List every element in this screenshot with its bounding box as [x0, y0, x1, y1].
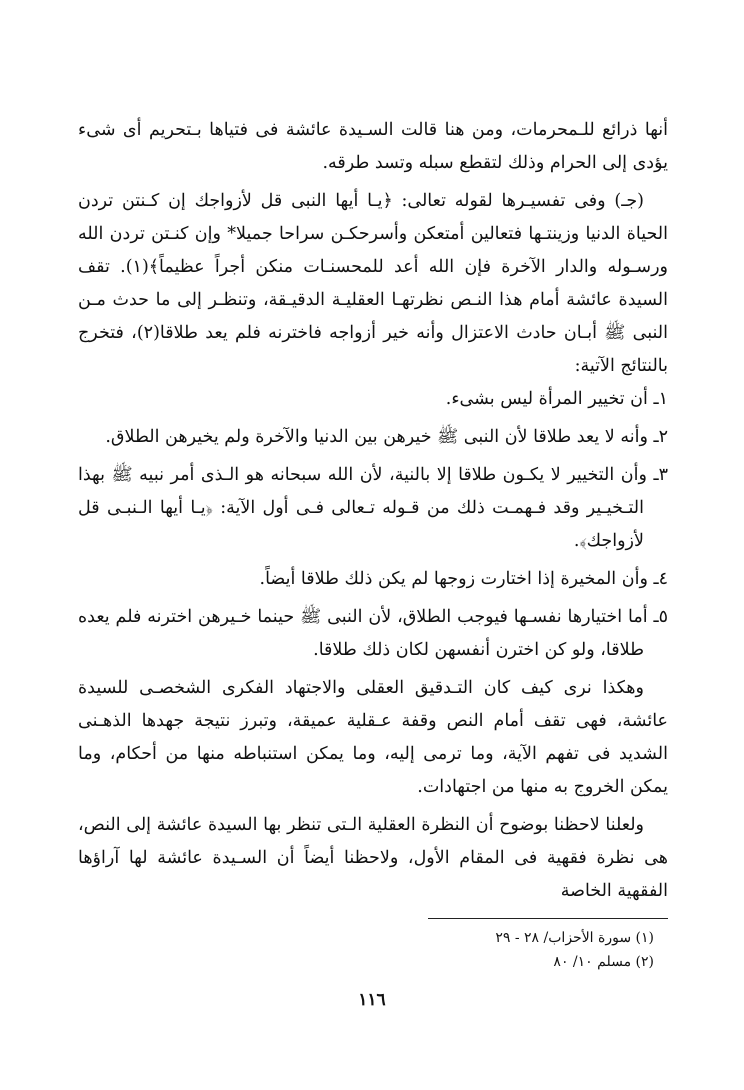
paragraph-1: أنها ذرائع للـمحرمات، ومن هنا قالت السـيدة عائشة فى فتياها بـتحريم أى شىء يؤدى إلى الحرام وذلك لتقطع سبله وتسد طرقه.: [78, 120, 668, 173]
page-number: ١١٦: [358, 990, 386, 1010]
paragraph-4: ولعلنا لاحظنا بوضوح أن النظرة العقلية الـتى تنظر بها السيدة عائشة إلى النص، هى نظرة فقهية فى المقام الأول، ولاحظنا أيضاً أن السـيدة عائشة لها آراؤها الفقهية الخاصة: [78, 815, 668, 901]
list-item-2: ٢ـ وأنه لا يعد طلاقا لأن النبى ﷺ خيرهن بين الدنيا والآخرة ولم يخيرهن الطلاق.: [105, 427, 668, 447]
footnote-divider: [428, 918, 668, 919]
footnotes: [78, 926, 668, 974]
footnote-1: (١) سورة الأحزاب/ ٢٨ - ٢٩: [495, 930, 654, 946]
paragraph-3: وهكذا نرى كيف كان التـدقيق العقلى والاجتهاد الفكرى الشخصـى للسيدة عائشة، فهى تقف أمام النص وقفة عـقلية عميقة، وتبرز نتيجة جهدها الذهـنى الشديد فى تفهم الآية، وما ترمى إليه، وما يمكن استنباطه منها من أحكام، وما يمكن الخروج به منها من اجتهادات.: [78, 678, 668, 797]
footnote-2: (٢) مسلم ١٠/ ٨٠: [553, 954, 654, 970]
list-item-5: ٥ـ أما اختيارها نفسـها فيوجب الطلاق، لأن النبى ﷺ حينما خـيرهن اخترنه فلم يعده طلاقا، ولو كن اخترن أنفسهن لكان ذلك طلاقا.: [78, 607, 668, 660]
list-item-1: ١ـ أن تخيير المرأة ليس بشىء.: [445, 389, 668, 409]
paragraph-2: (جـ) وفى تفسيـرها لقوله تعالى: ﴿يـا أيها النبى قل لأزواجك إن كـنتن تردن الحياة الدنيا وزينتـها فتعالين أمتعكن وأسرحكـن سراحا جميلا* وإن كنـتن تردن الله ورسـوله والدار الآخرة فإن الله أعد للمحسنـات منكن أجراً عظيماً﴾(١). تقف السيدة عائشة أمام هذا النـص نظرتهـا العقليـة الدقيـقة، وتنظـر إلى ما حدث مـن النبى ﷺ أبـان حادث الاعتزال وأنه خير أزواجه فاخترنه فلم يعد طلاقا(٢)، فتخرج بالنتائج الآتية:: [78, 191, 668, 376]
main-text: [78, 114, 668, 908]
list-item-3: ٣ـ وأن التخيير لا يكـون طلاقا إلا بالنية، لأن الله سبحانه هو الـذى أمر نبيه ﷺ بهذا التـخيـير وقد فـهمـت ذلك من قـوله تـعالى فـى أول الآية: ﴿يـا أيها الـنبـى قل لأزواجك﴾.: [78, 465, 668, 551]
list-item-4: ٤ـ وأن المخيرة إذا اختارت زوجها لم يكن ذلك طلاقا أيضاً.: [259, 569, 668, 589]
